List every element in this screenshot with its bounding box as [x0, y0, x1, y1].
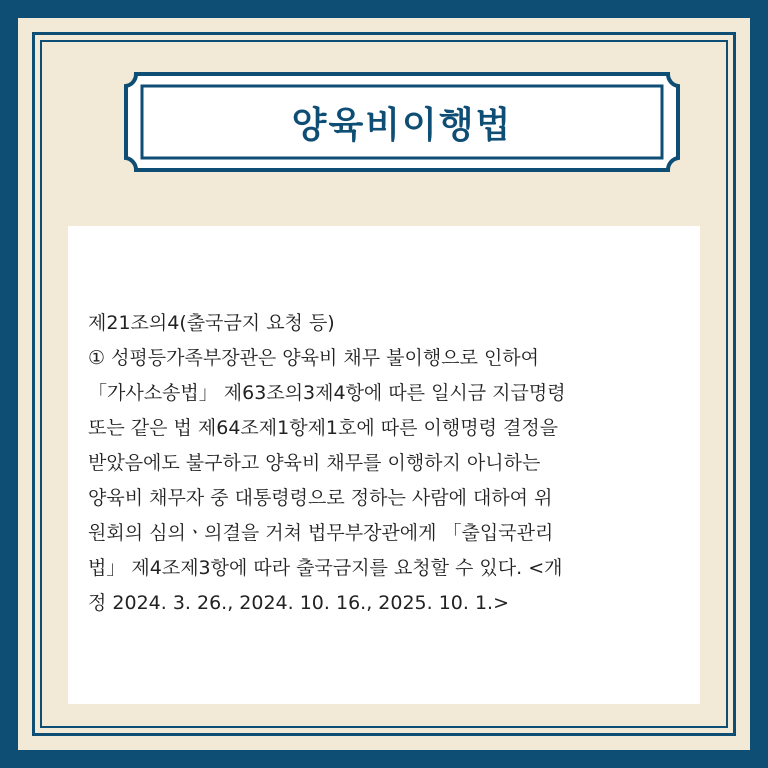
- article-line: 또는 같은 법 제64조제1항제1호에 따른 이행명령 결정을: [88, 417, 559, 439]
- article-line: 원회의 심의ㆍ의결을 거쳐 법무부장관에게 「출입국관리: [88, 522, 554, 544]
- article-line: 받았음에도 불구하고 양육비 채무를 이행하지 아니하는: [88, 452, 541, 474]
- article-line: ① 성평등가족부장관은 양육비 채무 불이행으로 인하여: [88, 347, 540, 369]
- article-line: 정 2024. 3. 26., 2024. 10. 16., 2025. 10. 1.>: [88, 592, 510, 614]
- page-title: 양육비이행법: [291, 104, 513, 146]
- article-line: 법」 제4조제3항에 따라 출국금지를 요청할 수 있다. <개: [88, 557, 563, 579]
- article-line: 「가사소송법」 제63조의3제4항에 따른 일시금 지급명령: [88, 382, 566, 404]
- poster-frame: [18, 18, 750, 750]
- article-text: [88, 306, 688, 621]
- title-plaque: [122, 70, 682, 174]
- article-line: 양육비 채무자 중 대통령령으로 정하는 사람에 대하여 위: [88, 487, 553, 509]
- article-heading: 제21조의4(출국금지 요청 등): [88, 312, 335, 334]
- article-panel: [68, 226, 700, 704]
